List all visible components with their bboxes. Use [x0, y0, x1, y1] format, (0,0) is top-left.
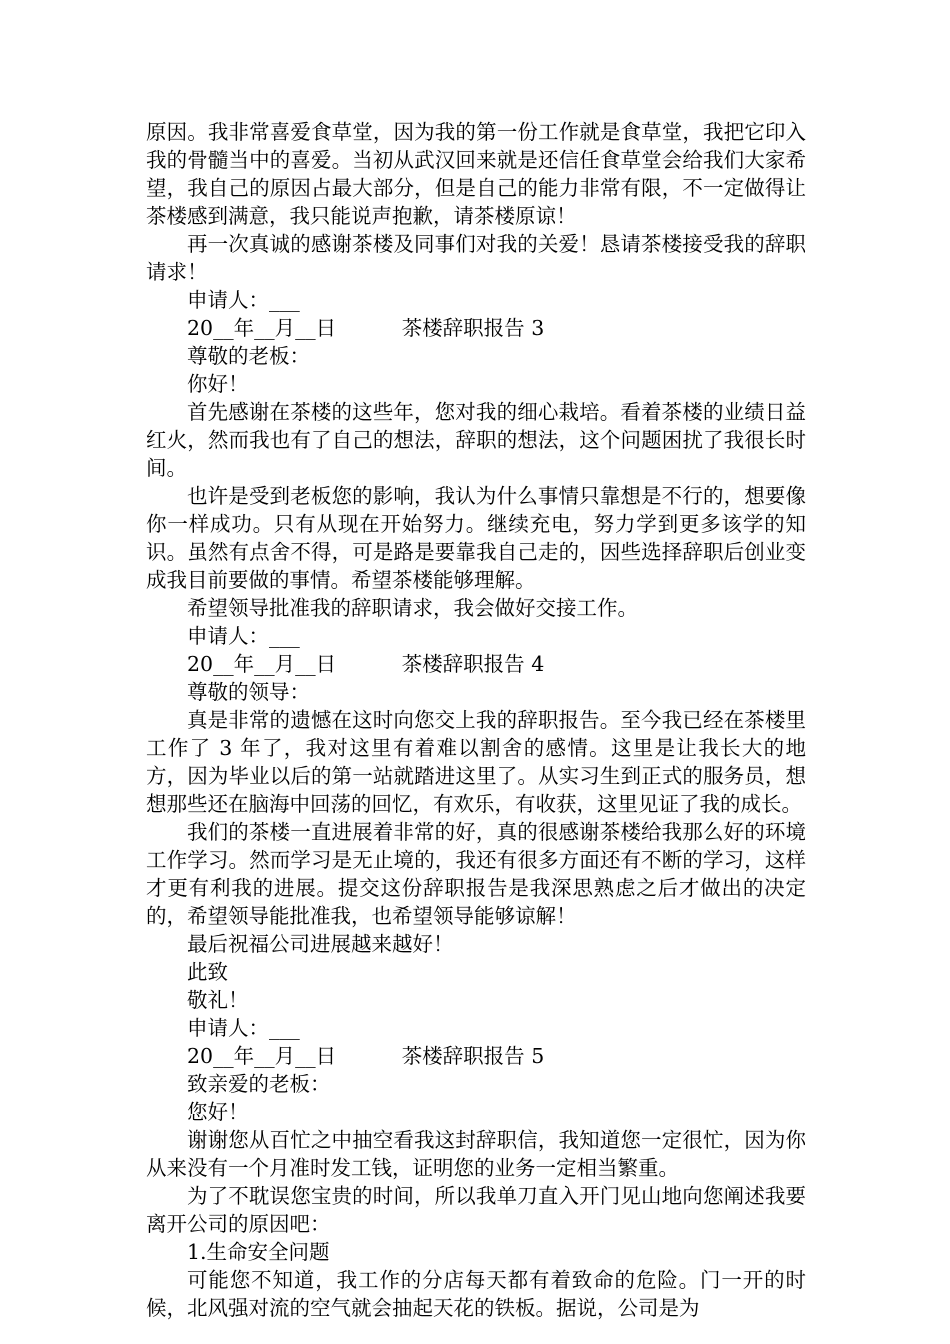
- paragraph: 为了不耽误您宝贵的时间，所以我单刀直入开门见山地向您阐述我要离开公司的原因吧：: [146, 1184, 806, 1236]
- text-line: 希望领导批准我的辞职请求，我会做好交接工作。: [187, 596, 638, 620]
- paragraph: 我们的茶楼一直进展着非常的好，真的很感谢茶楼给我那么好的环境工作学习。然而学习是无止境的，我还有很多方面还有不断的学习，这样才更有利我的进展。提交这份辞职报告是我深思熟虑之后才做出的决定的，希望领导能批准我，也希望领导能够谅解！: [146, 820, 806, 928]
- date-line: 20__年__月__日: [187, 1044, 337, 1068]
- text-line: 敬礼！: [187, 988, 249, 1012]
- text-line: 你好！: [187, 372, 249, 396]
- text-line: 此致: [187, 960, 228, 984]
- paragraph: 谢谢您从百忙之中抽空看我这封辞职信，我知道您一定很忙，因为你从来没有一个月准时发工钱，证明您的业务一定相当繁重。: [146, 1128, 806, 1180]
- text-line: 致亲爱的老板：: [187, 1072, 331, 1096]
- text-line: 申请人：___: [187, 288, 300, 312]
- paragraph: 首先感谢在茶楼的这些年，您对我的细心栽培。看着茶楼的业绩日益红火，然而我也有了自己的想法，辞职的想法，这个问题困扰了我很长时间。: [146, 400, 806, 480]
- date-line: 20__年__月__日: [187, 652, 337, 676]
- paragraph: 真是非常的遗憾在这时向您交上我的辞职报告。至今我已经在茶楼里工作了 3 年了，我对这里有着难以割舍的感情。这里是让我长大的地方，因为毕业以后的第一站就踏进这里了。从实习生到正式的服务员，想想那些还在脑海中回荡的回忆，有欢乐，有收获，这里见证了我的成长。: [146, 708, 806, 816]
- date-and-section-title: [146, 1042, 806, 1070]
- paragraph: 可能您不知道，我工作的分店每天都有着致命的危险。门一开的时候，北风强对流的空气就会抽起天花的铁板。据说，公司是为: [146, 1268, 806, 1320]
- document-page: [146, 118, 806, 1322]
- text-line: 申请人：___: [187, 624, 300, 648]
- paragraph: 原因。我非常喜爱食草堂，因为我的第一份工作就是食草堂，我把它印入我的骨髓当中的喜爱。当初从武汉回来就是还信任食草堂会给我们大家希望，我自己的原因占最大部分，但是自己的能力非常有限，不一定做得让茶楼感到满意，我只能说声抱歉，请茶楼原谅！: [146, 120, 806, 228]
- paragraph: 再一次真诚的感谢茶楼及同事们对我的关爱！恳请茶楼接受我的辞职请求！: [146, 232, 806, 284]
- text-line: 申请人：___: [187, 1016, 300, 1040]
- text-line: 1.生命安全问题: [187, 1240, 330, 1264]
- section-title: 茶楼辞职报告 5: [401, 1044, 545, 1068]
- text-line: 您好！: [187, 1100, 249, 1124]
- section-title: 茶楼辞职报告 4: [401, 652, 545, 676]
- date-and-section-title: [146, 650, 806, 678]
- text-line: 最后祝福公司进展越来越好！: [187, 932, 454, 956]
- text-line: 尊敬的领导：: [187, 680, 310, 704]
- date-and-section-title: [146, 314, 806, 342]
- section-title: 茶楼辞职报告 3: [401, 316, 545, 340]
- text-line: 尊敬的老板：: [187, 344, 310, 368]
- paragraph: 也许是受到老板您的影响，我认为什么事情只靠想是不行的，想要像你一样成功。只有从现在开始努力。继续充电，努力学到更多该学的知识。虽然有点舍不得，可是路是要靠我自己走的，因些选择辞职后创业变成我目前要做的事情。希望茶楼能够理解。: [146, 484, 806, 592]
- date-line: 20__年__月__日: [187, 316, 337, 340]
